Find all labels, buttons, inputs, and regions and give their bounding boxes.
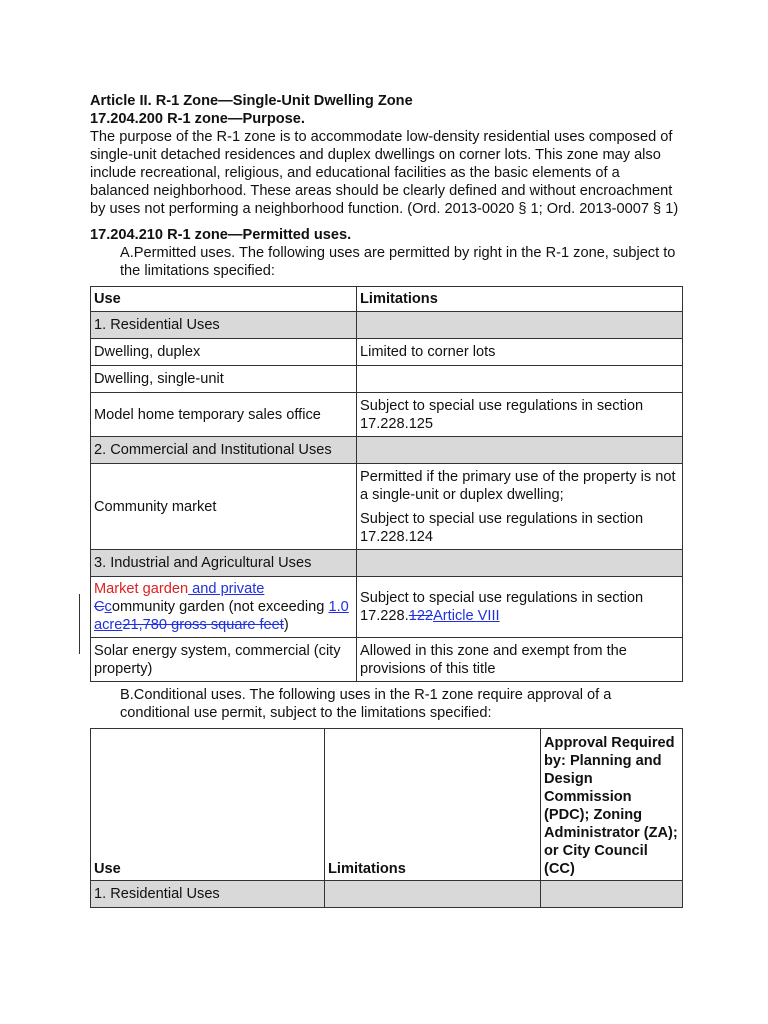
deleted-text: 21,780 gross square feet [122, 617, 284, 633]
use-text: ) [283, 617, 289, 633]
table-row [91, 366, 683, 393]
category-label: 1. Residential Uses [91, 312, 357, 339]
table-row [91, 393, 683, 437]
inserted-text: 1.0 acre [94, 599, 349, 633]
use-cell [91, 577, 357, 638]
use-text: ommunity garden (not exceeding [111, 599, 329, 615]
limitation-cell [357, 464, 683, 550]
conditional-intro: B.Conditional uses. The following uses in the R-1 zone require approval of a conditional use permit, subject to the limitations specified: [120, 687, 612, 721]
category-empty [357, 550, 683, 577]
table-row [91, 638, 683, 682]
header-limitations: Limitations [325, 729, 541, 881]
use-cell: Community market [91, 464, 357, 550]
table-row [91, 339, 683, 366]
permitted-heading: 17.204.210 R-1 zone—Permitted uses. [90, 227, 352, 243]
permitted-uses-table [90, 286, 683, 682]
limitation-text: Subject to special use regulations in section 17.228. [360, 590, 644, 624]
limitation-cell [357, 577, 683, 638]
header-approval: Approval Required by: Planning and Design Commission (PDC); Zoning Administrator (ZA); or City Council (CC) [541, 729, 683, 881]
limitation-cell [357, 366, 683, 393]
limitation-cell: Subject to special use regulations in section 17.228.125 [357, 393, 683, 437]
limitation-cell: Allowed in this zone and exempt from the provisions of this title [357, 638, 683, 682]
limitation-cell: Limited to corner lots [357, 339, 683, 366]
header-use: Use [91, 287, 357, 312]
inserted-text: c [104, 599, 112, 615]
document-page [90, 92, 682, 908]
header-limitations: Limitations [357, 287, 683, 312]
header-use: Use [91, 729, 325, 881]
use-cell: Dwelling, duplex [91, 339, 357, 366]
table-header-row [91, 287, 683, 312]
permitted-intro: A.Permitted uses. The following uses are permitted by right in the R-1 zone, subject to the limitations specified: [120, 245, 676, 279]
inserted-text: and private [188, 581, 265, 597]
table-row [91, 577, 683, 638]
deleted-text: 122 [408, 608, 434, 624]
category-row [91, 312, 683, 339]
use-cell: Dwelling, single-unit [91, 366, 357, 393]
inserted-text: Article VIII [433, 608, 500, 624]
category-empty [357, 312, 683, 339]
category-label: 2. Commercial and Institutional Uses [91, 437, 357, 464]
category-row [91, 550, 683, 577]
conditional-uses-table [90, 728, 683, 908]
category-empty [325, 881, 541, 908]
purpose-heading: 17.204.200 R-1 zone—Purpose. [90, 111, 305, 127]
use-cell: Model home temporary sales office [91, 393, 357, 437]
category-label: 3. Industrial and Agricultural Uses [91, 550, 357, 577]
purpose-text: The purpose of the R-1 zone is to accommodate low-density residential uses composed of single-unit detached residences and duplex dwellings on corner lots. This zone may also include recreational, religious, and educational facilities as the basic elements of a balanced neighborhood. These areas should be clearly defined and without encroachment by uses not performing a neighborhood function. (Ord. 2013-0020 § 1; Ord. 2013-0007 § 1) [90, 129, 679, 217]
limitation-line: Permitted if the primary use of the property is not a single-unit or duplex dwelling; [360, 468, 676, 503]
category-label: 1. Residential Uses [91, 881, 325, 908]
category-empty [357, 437, 683, 464]
category-row [91, 881, 683, 908]
deleted-text: C [94, 599, 105, 615]
category-empty [541, 881, 683, 908]
article-title: Article II. R-1 Zone—Single-Unit Dwelling Zone [90, 93, 413, 109]
table-row [91, 464, 683, 550]
table-header-row [91, 729, 683, 881]
use-cell: Solar energy system, commercial (city property) [91, 638, 357, 682]
inserted-text: Market garden [94, 581, 189, 597]
change-bar [79, 594, 80, 654]
limitation-line: Subject to special use regulations in section 17.228.124 [360, 510, 644, 545]
category-row [91, 437, 683, 464]
